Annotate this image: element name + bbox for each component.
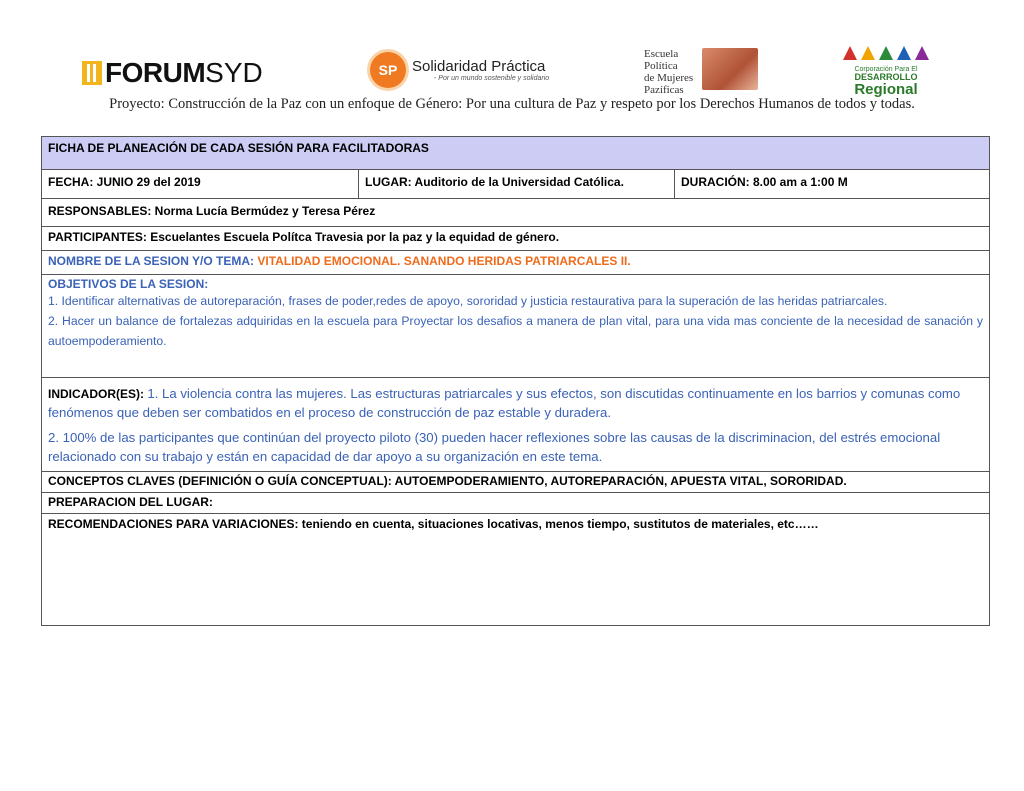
preparacion-field: PREPARACION DEL LUGAR: xyxy=(48,495,213,509)
desarrollo-regional-logo xyxy=(832,46,940,98)
tema-value: VITALIDAD EMOCIONAL. SANANDO HERIDAS PATRIARCALES II. xyxy=(257,254,631,268)
forumsyd-word-bold: FORUM xyxy=(105,57,206,88)
people-figures-icon xyxy=(832,46,940,64)
sheet-header xyxy=(42,137,989,170)
objetivo-1: 1. Identificar alternativas de autoreparación, frases de poder,redes de apoyo, sororidad y justicia restaurativa para la superación de las heridas patriarcales. xyxy=(48,294,888,308)
forumsyd-word-light: SYD xyxy=(205,57,263,88)
fecha-field: FECHA: JUNIO 29 del 2019 xyxy=(42,170,359,198)
indicador-label: INDICADOR(ES): xyxy=(48,387,148,401)
escuela-line-2: de Mujeres xyxy=(644,72,694,84)
participantes-row xyxy=(42,227,989,251)
tema-row xyxy=(42,251,989,275)
conceptos-row xyxy=(42,472,989,493)
date-place-row xyxy=(42,170,989,199)
cdr-line-1: Corporación Para El xyxy=(854,66,918,73)
escuela-line-3: Pazíficas xyxy=(644,84,684,96)
objetivos-label: OBJETIVOS DE LA SESION: xyxy=(48,277,209,291)
responsables-field: RESPONSABLES: Norma Lucía Bermúdez y Teresa Pérez xyxy=(48,204,376,218)
logo-strip xyxy=(0,44,1024,99)
escuela-hands-image xyxy=(702,48,758,90)
lugar-field: LUGAR: Auditorio de la Universidad Católica. xyxy=(359,170,675,198)
planning-sheet xyxy=(41,136,990,626)
duracion-field: DURACIÓN: 8.00 am a 1:00 M xyxy=(681,175,848,189)
tema-label: NOMBRE DE LA SESION Y/O TEMA: xyxy=(48,254,258,268)
indicadores-row xyxy=(42,378,989,472)
solidaridad-practica-logo xyxy=(370,52,549,88)
objetivos-row xyxy=(42,275,989,378)
recomendaciones-row xyxy=(42,514,989,625)
escuela-line-1: Escuela Política xyxy=(644,48,679,72)
cdr-line-2: DESARROLLO xyxy=(854,72,918,82)
participantes-field: PARTICIPANTES: Escuelantes Escuela Polítca Travesia por la paz y la equidad de género. xyxy=(48,230,560,244)
forumsyd-logo xyxy=(82,58,263,88)
escuela-politica-logo xyxy=(644,48,758,96)
recomendaciones-field: RECOMENDACIONES PARA VARIACIONES: teniendo en cuenta, situaciones locativas, menos tiempo, sustitutos de materiales, etc…… xyxy=(48,517,819,531)
sp-badge-icon: SP xyxy=(370,52,406,88)
sp-tagline: - Por un mundo sostenible y solidario xyxy=(434,75,550,82)
indicador-2: 2. 100% de las participantes que continúan del proyecto piloto (30) pueden hacer reflexiones sobre las causas de la discriminacion, del estrés emocional relacionado con su trabajo y están en capacidad de dar apoyo a su organización en este tema. xyxy=(48,430,941,464)
forumsyd-mark-icon xyxy=(82,61,102,85)
project-title: Proyecto: Construcción de la Paz con un enfoque de Género: Por una cultura de Paz y respeto por los Derechos Humanos de todos y todas. xyxy=(109,96,915,112)
sheet-title: FICHA DE PLANEACIÓN DE CADA SESIÓN PARA FACILITADORAS xyxy=(48,141,429,155)
objetivo-2: 2. Hacer un balance de fortalezas adquiridas en la escuela para Proyectar los desafios a manera de plan vital, para una vida mas conciente de la necesidad de sanación y autoempoderamiento. xyxy=(48,314,983,348)
responsables-row xyxy=(42,199,989,227)
sp-name: Solidaridad Práctica xyxy=(412,58,546,75)
indicador-1: 1. La violencia contra las mujeres. Las estructuras patriarcales y sus efectos, son discutidas continuamente en los barrios y comunas como fenómenos que deben ser combatidos en el proceso de construcción de paz estable y duradera. xyxy=(48,386,961,420)
cdr-line-3: Regional xyxy=(854,81,918,98)
conceptos-field: CONCEPTOS CLAVES (DEFINICIÓN O GUÍA CONCEPTUAL): AUTOEMPODERAMIENTO, AUTOREPARACIÓN, APUESTA VITAL, SORORIDAD. xyxy=(48,474,847,488)
preparacion-row xyxy=(42,493,989,514)
